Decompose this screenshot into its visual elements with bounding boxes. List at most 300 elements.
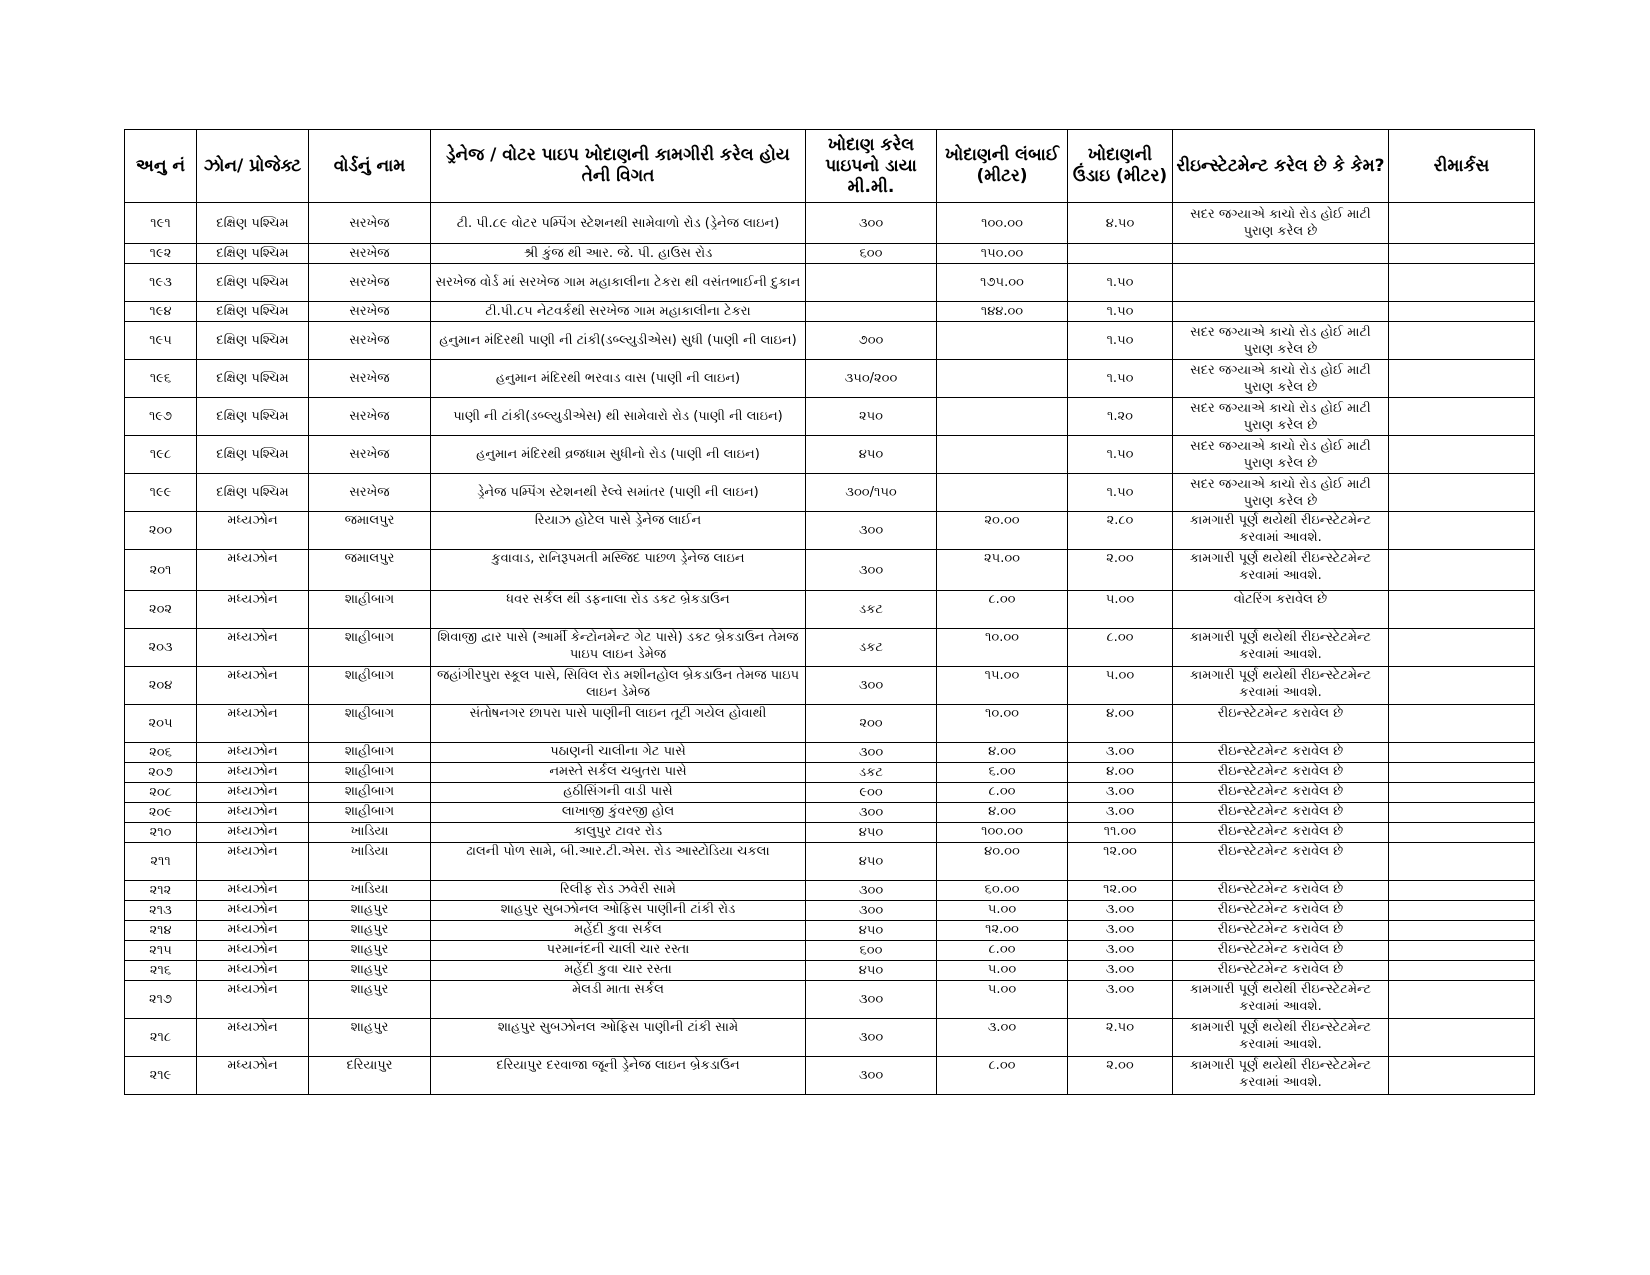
header-length: ખોદાણની લંબાઈ (મીટર) — [937, 130, 1068, 203]
cell-zone: મધ્યઝોન — [197, 512, 309, 550]
cell-serial-no: ૧૯૭ — [125, 398, 197, 436]
cell-reinstatement: વોટરિંગ કરાવેલ છે — [1173, 591, 1389, 629]
table-row — [125, 244, 1535, 264]
cell-work-detail: શાહપુર સુબઝોનલ ઓફિસ પાણીની ટાંકી રોડ — [431, 901, 806, 921]
cell-ward: સરખેજ — [309, 360, 431, 398]
cell-depth: ૨.૫૦ — [1068, 1019, 1173, 1057]
cell-depth: ૧.૨૦ — [1068, 398, 1173, 436]
cell-remarks — [1389, 244, 1535, 264]
cell-zone: મધ્યઝોન — [197, 550, 309, 591]
table-row — [125, 843, 1535, 881]
cell-depth: ૩.૦૦ — [1068, 981, 1173, 1019]
table-row — [125, 921, 1535, 941]
cell-depth: ૧૨.૦૦ — [1068, 843, 1173, 881]
cell-serial-no: ૧૯૨ — [125, 244, 197, 264]
cell-work-detail: પરમાનંદની ચાલી ચાર રસ્તા — [431, 941, 806, 961]
cell-pipe-diameter: ૩૦૦ — [806, 512, 937, 550]
cell-length: ૮.૦૦ — [937, 783, 1068, 803]
cell-pipe-diameter: ૨૦૦ — [806, 705, 937, 743]
cell-ward: દરિયાપુર — [309, 1057, 431, 1095]
table-row — [125, 591, 1535, 629]
cell-reinstatement — [1173, 244, 1389, 264]
cell-work-detail: જહાંગીરપુરા સ્કૂલ પાસે, સિવિલ રોડ મશીનહોલ બ્રેકડાઉન તેમજ પાઇપ લાઇન ડેમેજ — [431, 667, 806, 705]
cell-length — [937, 360, 1068, 398]
table-row — [125, 436, 1535, 474]
cell-reinstatement: રીઇન્સ્ટેટમેન્ટ કરાવેલ છે — [1173, 901, 1389, 921]
cell-depth: ૩.૦૦ — [1068, 743, 1173, 763]
cell-ward: સરખેજ — [309, 302, 431, 322]
cell-depth: ૩.૦૦ — [1068, 803, 1173, 823]
cell-serial-no: ૨૧૮ — [125, 1019, 197, 1057]
cell-ward: શાહીબાગ — [309, 667, 431, 705]
cell-ward: ખાડિયા — [309, 823, 431, 843]
cell-reinstatement: રીઇન્સ્ટેટમેન્ટ કરાવેલ છે — [1173, 803, 1389, 823]
cell-serial-no: ૧૯૩ — [125, 264, 197, 302]
cell-remarks — [1389, 783, 1535, 803]
cell-depth: ૪.૦૦ — [1068, 763, 1173, 783]
cell-depth: ૪.૦૦ — [1068, 705, 1173, 743]
cell-reinstatement: કામગારી પૂર્ણ થયેથી રીઇન્સ્ટેટમેન્ટ કરવામાં આવશે. — [1173, 629, 1389, 667]
table-row — [125, 763, 1535, 783]
cell-zone: મધ્યઝોન — [197, 667, 309, 705]
cell-reinstatement: કામગારી પૂર્ણ થયેથી રીઇન્સ્ટેટમેન્ટ કરવામાં આવશે. — [1173, 1057, 1389, 1095]
cell-length: ૧૦૦.૦૦ — [937, 823, 1068, 843]
table-row — [125, 743, 1535, 763]
cell-ward: શાહીબાગ — [309, 783, 431, 803]
cell-work-detail: મહેંદી કુવા સર્કલ — [431, 921, 806, 941]
cell-pipe-diameter: ડકટ — [806, 763, 937, 783]
cell-ward: શાહીબાગ — [309, 629, 431, 667]
cell-pipe-diameter: ૩૦૦ — [806, 550, 937, 591]
cell-serial-no: ૨૦૫ — [125, 705, 197, 743]
cell-depth: ૧.૫૦ — [1068, 302, 1173, 322]
table-row — [125, 264, 1535, 302]
cell-depth: ૨.૦૦ — [1068, 550, 1173, 591]
cell-reinstatement: રીઇન્સ્ટેટમેન્ટ કરાવેલ છે — [1173, 921, 1389, 941]
cell-depth: ૧.૫૦ — [1068, 474, 1173, 512]
cell-serial-no: ૧૯૪ — [125, 302, 197, 322]
cell-zone: મધ્યઝોન — [197, 881, 309, 901]
cell-reinstatement: કામગારી પૂર્ણ થયેથી રીઇન્સ્ટેટમેન્ટ કરવામાં આવશે. — [1173, 667, 1389, 705]
cell-remarks — [1389, 1057, 1535, 1095]
cell-pipe-diameter: ૩૦૦ — [806, 667, 937, 705]
table-row — [125, 512, 1535, 550]
cell-pipe-diameter: ડકટ — [806, 629, 937, 667]
cell-depth: ૩.૦૦ — [1068, 961, 1173, 981]
cell-pipe-diameter: ૨૫૦ — [806, 398, 937, 436]
cell-zone: દક્ષિણ પશ્ચિમ — [197, 474, 309, 512]
cell-serial-no: ૨૧૦ — [125, 823, 197, 843]
cell-work-detail: મહેંદી કુવા ચાર રસ્તા — [431, 961, 806, 981]
cell-pipe-diameter: ૪૫૦ — [806, 921, 937, 941]
cell-reinstatement: સદર જગ્યાએ કાચો રોડ હોઈ માટી પુરાણ કરેલ છે — [1173, 398, 1389, 436]
header-reinstatement: રીઇન્સ્ટેટમેન્ટ કરેલ છે કે કેમ? — [1173, 130, 1389, 203]
cell-depth — [1068, 244, 1173, 264]
cell-work-detail: હનુમાન મંદિરથી વ્રજધામ સુધીનો રોડ (પાણી ની લાઇન) — [431, 436, 806, 474]
cell-zone: મધ્યઝોન — [197, 843, 309, 881]
cell-remarks — [1389, 763, 1535, 783]
cell-length: ૨૫.૦૦ — [937, 550, 1068, 591]
cell-pipe-diameter: ૪૫૦ — [806, 436, 937, 474]
cell-pipe-diameter: ૩૦૦ — [806, 901, 937, 921]
cell-pipe-diameter: ડકટ — [806, 591, 937, 629]
cell-ward: શાહીબાગ — [309, 803, 431, 823]
cell-remarks — [1389, 843, 1535, 881]
cell-reinstatement: સદર જગ્યાએ કાચો રોડ હોઈ માટી પુરાણ કરેલ છે — [1173, 322, 1389, 360]
cell-work-detail: હઠીસિંગની વાડી પાસે — [431, 783, 806, 803]
cell-work-detail: શિવાજી દ્વાર પાસે (આર્મી કેન્ટોનમેન્ટ ગેટ પાસે) ડકટ બ્રેકડાઉન તેમજ પાઇપ લાઇન ડેમેજ — [431, 629, 806, 667]
cell-serial-no: ૨૧૧ — [125, 843, 197, 881]
cell-zone: મધ્યઝોન — [197, 961, 309, 981]
cell-work-detail: નમસ્તે સર્કલ ચબુતરા પાસે — [431, 763, 806, 783]
cell-pipe-diameter: ૪૫૦ — [806, 843, 937, 881]
cell-zone: દક્ષિણ પશ્ચિમ — [197, 203, 309, 244]
cell-serial-no: ૨૦૩ — [125, 629, 197, 667]
cell-depth: ૩.૦૦ — [1068, 921, 1173, 941]
cell-zone: દક્ષિણ પશ્ચિમ — [197, 244, 309, 264]
cell-ward: શાહપુર — [309, 941, 431, 961]
cell-length: ૧૦.૦૦ — [937, 705, 1068, 743]
cell-serial-no: ૨૦૭ — [125, 763, 197, 783]
cell-work-detail: ટી. પી.૮૯ વોટર પમ્પિંગ સ્ટેશનથી સામેવાળો રોડ (ડ્રેનેજ લાઇન) — [431, 203, 806, 244]
cell-remarks — [1389, 961, 1535, 981]
cell-ward: સરખેજ — [309, 474, 431, 512]
cell-pipe-diameter: ૬૦૦ — [806, 244, 937, 264]
cell-depth: ૧.૫૦ — [1068, 436, 1173, 474]
table-row — [125, 550, 1535, 591]
table-row — [125, 629, 1535, 667]
cell-reinstatement: સદર જગ્યાએ કાચો રોડ હોઈ માટી પુરાણ કરેલ છે — [1173, 436, 1389, 474]
cell-work-detail: હનુમાન મંદિરથી ભરવાડ વાસ (પાણી ની લાઇન) — [431, 360, 806, 398]
cell-ward: સરખેજ — [309, 244, 431, 264]
cell-remarks — [1389, 550, 1535, 591]
cell-remarks — [1389, 881, 1535, 901]
cell-ward: ખાડિયા — [309, 881, 431, 901]
cell-length: ૫.૦૦ — [937, 981, 1068, 1019]
cell-remarks — [1389, 823, 1535, 843]
cell-pipe-diameter: ૩૫૦/૨૦૦ — [806, 360, 937, 398]
cell-pipe-diameter: ૩૦૦ — [806, 981, 937, 1019]
table-row — [125, 961, 1535, 981]
table-body — [125, 203, 1535, 1095]
cell-work-detail: કાલુપુર ટાવર રોડ — [431, 823, 806, 843]
header-row — [125, 130, 1535, 203]
cell-ward: સરખેજ — [309, 322, 431, 360]
cell-work-detail: ડ્રેનેજ પમ્પિંગ સ્ટેશનથી રેલ્વે સમાંતર (પાણી ની લાઇન) — [431, 474, 806, 512]
table-row — [125, 783, 1535, 803]
cell-work-detail: પાણી ની ટાંકી(ડબ્લ્યુડીએસ) થી સામેવારો રોડ (પાણી ની લાઇન) — [431, 398, 806, 436]
cell-length: ૫.૦૦ — [937, 961, 1068, 981]
cell-ward: શાહીબાગ — [309, 763, 431, 783]
cell-ward: જમાલપુર — [309, 550, 431, 591]
table-row — [125, 823, 1535, 843]
cell-work-detail: કુવાવાડ, રાનિરૂપમતી મસ્જિદ પાછળ ડ્રેનેજ લાઇન — [431, 550, 806, 591]
cell-pipe-diameter: ૬૦૦ — [806, 941, 937, 961]
cell-zone: દક્ષિણ પશ્ચિમ — [197, 360, 309, 398]
cell-work-detail: મેલડી માતા સર્કલ — [431, 981, 806, 1019]
cell-remarks — [1389, 803, 1535, 823]
cell-serial-no: ૨૦૪ — [125, 667, 197, 705]
cell-depth: ૫.૦૦ — [1068, 591, 1173, 629]
cell-zone: મધ્યઝોન — [197, 1019, 309, 1057]
cell-reinstatement: રીઇન્સ્ટેટમેન્ટ કરાવેલ છે — [1173, 763, 1389, 783]
cell-serial-no: ૧૯૯ — [125, 474, 197, 512]
cell-ward: સરખેજ — [309, 264, 431, 302]
cell-serial-no: ૨૦૮ — [125, 783, 197, 803]
cell-pipe-diameter: ૩૦૦/૧૫૦ — [806, 474, 937, 512]
cell-serial-no: ૨૧૭ — [125, 981, 197, 1019]
cell-length: ૧૭૫.૦૦ — [937, 264, 1068, 302]
cell-ward: સરખેજ — [309, 436, 431, 474]
cell-serial-no: ૨૦૦ — [125, 512, 197, 550]
table-row — [125, 667, 1535, 705]
cell-zone: મધ્યઝોન — [197, 629, 309, 667]
cell-work-detail: લાખાજી કુંવરજી હોલ — [431, 803, 806, 823]
cell-work-detail: હનુમાન મંદિરથી પાણી ની ટાંકી(ડબ્લ્યુડીએસ) સુધી (પાણી ની લાઇન) — [431, 322, 806, 360]
cell-pipe-diameter: ૭૦૦ — [806, 322, 937, 360]
cell-reinstatement: સદર જગ્યાએ કાચો રોડ હોઈ માટી પુરાણ કરેલ છે — [1173, 203, 1389, 244]
cell-pipe-diameter — [806, 302, 937, 322]
cell-depth: ૧.૫૦ — [1068, 264, 1173, 302]
cell-pipe-diameter: ૩૦૦ — [806, 881, 937, 901]
cell-length: ૮.૦૦ — [937, 591, 1068, 629]
table-row — [125, 803, 1535, 823]
cell-ward: જમાલપુર — [309, 512, 431, 550]
table-row — [125, 360, 1535, 398]
cell-work-detail: ધવર સર્કલ થી ડફનાલા રોડ ડકટ બ્રેકડાઉન — [431, 591, 806, 629]
cell-ward: ખાડિયા — [309, 843, 431, 881]
cell-remarks — [1389, 436, 1535, 474]
table-row — [125, 398, 1535, 436]
cell-reinstatement: રીઇન્સ્ટેટમેન્ટ કરાવેલ છે — [1173, 743, 1389, 763]
cell-ward: સરખેજ — [309, 203, 431, 244]
header-pipe-diameter: ખોદાણ કરેલ પાઇપનો ડાયા મી.મી. — [806, 130, 937, 203]
header-work-detail: ડ્રેનેજ / વોટર પાઇપ ખોદાણની કામગીરી કરેલ હોય તેની વિગત — [431, 130, 806, 203]
cell-reinstatement — [1173, 302, 1389, 322]
cell-serial-no: ૨૦૬ — [125, 743, 197, 763]
cell-remarks — [1389, 941, 1535, 961]
cell-serial-no: ૧૯૫ — [125, 322, 197, 360]
cell-zone: મધ્યઝોન — [197, 591, 309, 629]
header-remarks: રીમાર્કસ — [1389, 130, 1535, 203]
table-row — [125, 1019, 1535, 1057]
cell-zone: મધ્યઝોન — [197, 763, 309, 783]
cell-zone: દક્ષિણ પશ્ચિમ — [197, 322, 309, 360]
table-row — [125, 302, 1535, 322]
cell-reinstatement: સદર જગ્યાએ કાચો રોડ હોઈ માટી પુરાણ કરેલ છે — [1173, 360, 1389, 398]
cell-reinstatement: રીઇન્સ્ટેટમેન્ટ કરાવેલ છે — [1173, 961, 1389, 981]
cell-remarks — [1389, 705, 1535, 743]
cell-length: ૧૦.૦૦ — [937, 629, 1068, 667]
cell-work-detail: પઠાણની ચાલીના ગેટ પાસે — [431, 743, 806, 763]
cell-ward: શાહપુર — [309, 1019, 431, 1057]
cell-serial-no: ૨૧૨ — [125, 881, 197, 901]
cell-remarks — [1389, 591, 1535, 629]
cell-remarks — [1389, 264, 1535, 302]
cell-length: ૪.૦૦ — [937, 743, 1068, 763]
cell-work-detail: ટી.પી.૮૫ નેટવર્કથી સરખેજ ગામ મહાકાલીના ટેકરા — [431, 302, 806, 322]
cell-length: ૨૦.૦૦ — [937, 512, 1068, 550]
cell-serial-no: ૨૦૯ — [125, 803, 197, 823]
cell-depth: ૪.૫૦ — [1068, 203, 1173, 244]
cell-work-detail: શાહપુર સુબઝોનલ ઓફિસ પાણીની ટાંકી સામે — [431, 1019, 806, 1057]
cell-work-detail: શ્રી કુંજ થી આર. જે. પી. હાઉસ રોડ — [431, 244, 806, 264]
cell-remarks — [1389, 629, 1535, 667]
cell-length: ૬૦.૦૦ — [937, 881, 1068, 901]
cell-zone: મધ્યઝોન — [197, 705, 309, 743]
table-row — [125, 1057, 1535, 1095]
cell-reinstatement: કામગારી પૂર્ણ થયેથી રીઇન્સ્ટેટમેન્ટ કરવામાં આવશે. — [1173, 512, 1389, 550]
cell-reinstatement: સદર જગ્યાએ કાચો રોડ હોઈ માટી પુરાણ કરેલ છે — [1173, 474, 1389, 512]
cell-remarks — [1389, 667, 1535, 705]
cell-zone: દક્ષિણ પશ્ચિમ — [197, 398, 309, 436]
cell-zone: દક્ષિણ પશ્ચિમ — [197, 264, 309, 302]
cell-depth: ૫.૦૦ — [1068, 667, 1173, 705]
cell-work-detail: રિયાઝ હોટેલ પાસે ડ્રેનેજ લાઈન — [431, 512, 806, 550]
cell-serial-no: ૨૧૫ — [125, 941, 197, 961]
cell-serial-no: ૨૧૪ — [125, 921, 197, 941]
cell-length: ૬.૦૦ — [937, 763, 1068, 783]
cell-ward: સરખેજ — [309, 398, 431, 436]
cell-pipe-diameter: ૩૦૦ — [806, 803, 937, 823]
cell-length — [937, 322, 1068, 360]
cell-reinstatement: રીઇન્સ્ટેટમેન્ટ કરાવેલ છે — [1173, 705, 1389, 743]
cell-depth: ૧.૫૦ — [1068, 322, 1173, 360]
cell-reinstatement: રીઇન્સ્ટેટમેન્ટ કરાવેલ છે — [1173, 941, 1389, 961]
cell-length: ૧૦૦.૦૦ — [937, 203, 1068, 244]
cell-depth: ૨.૮૦ — [1068, 512, 1173, 550]
cell-remarks — [1389, 302, 1535, 322]
excavation-table — [124, 129, 1535, 1095]
cell-length: ૮.૦૦ — [937, 1057, 1068, 1095]
cell-reinstatement: રીઇન્સ્ટેટમેન્ટ કરાવેલ છે — [1173, 843, 1389, 881]
cell-zone: દક્ષિણ પશ્ચિમ — [197, 436, 309, 474]
cell-ward: શાહીબાગ — [309, 705, 431, 743]
cell-serial-no: ૧૯૬ — [125, 360, 197, 398]
cell-pipe-diameter: ૩૦૦ — [806, 1057, 937, 1095]
cell-ward: શાહીબાગ — [309, 591, 431, 629]
cell-pipe-diameter: ૩૦૦ — [806, 743, 937, 763]
cell-remarks — [1389, 743, 1535, 763]
cell-remarks — [1389, 474, 1535, 512]
cell-pipe-diameter: ૩૦૦ — [806, 203, 937, 244]
cell-zone: મધ્યઝોન — [197, 823, 309, 843]
cell-pipe-diameter: ૯૦૦ — [806, 783, 937, 803]
cell-length — [937, 474, 1068, 512]
cell-serial-no: ૨૦૨ — [125, 591, 197, 629]
cell-remarks — [1389, 921, 1535, 941]
cell-serial-no: ૧૯૧ — [125, 203, 197, 244]
table-row — [125, 981, 1535, 1019]
table-row — [125, 881, 1535, 901]
cell-work-detail: સંતોષનગર છાપરા પાસે પાણીની લાઇન તૂટી ગયેલ હોવાથી — [431, 705, 806, 743]
cell-work-detail: સરખેજ વોર્ડ માં સરખેજ ગામ મહાકાલીના ટેકરા થી વસંતભાઈની દુકાન — [431, 264, 806, 302]
table-row — [125, 901, 1535, 921]
table-row — [125, 203, 1535, 244]
cell-serial-no: ૨૧૬ — [125, 961, 197, 981]
cell-work-detail: દરિયાપુર દરવાજા જૂની ડ્રેનેજ લાઇન બ્રેકડાઉન — [431, 1057, 806, 1095]
cell-length — [937, 398, 1068, 436]
cell-remarks — [1389, 981, 1535, 1019]
cell-zone: દક્ષિણ પશ્ચિમ — [197, 302, 309, 322]
cell-ward: શાહપુર — [309, 901, 431, 921]
cell-serial-no: ૨૧૯ — [125, 1057, 197, 1095]
cell-length: ૩.૦૦ — [937, 1019, 1068, 1057]
cell-depth: ૧૨.૦૦ — [1068, 881, 1173, 901]
cell-ward: શાહપુર — [309, 981, 431, 1019]
table-row — [125, 705, 1535, 743]
cell-remarks — [1389, 901, 1535, 921]
cell-length: ૮.૦૦ — [937, 941, 1068, 961]
cell-length — [937, 436, 1068, 474]
cell-zone: મધ્યઝોન — [197, 901, 309, 921]
cell-length: ૪૦.૦૦ — [937, 843, 1068, 881]
cell-ward: શાહીબાગ — [309, 743, 431, 763]
table-row — [125, 474, 1535, 512]
cell-zone: મધ્યઝોન — [197, 1057, 309, 1095]
cell-zone: મધ્યઝોન — [197, 941, 309, 961]
cell-zone: મધ્યઝોન — [197, 981, 309, 1019]
cell-zone: મધ્યઝોન — [197, 921, 309, 941]
cell-depth: ૧૧.૦૦ — [1068, 823, 1173, 843]
cell-zone: મધ્યઝોન — [197, 743, 309, 763]
cell-reinstatement — [1173, 264, 1389, 302]
cell-depth: ૨.૦૦ — [1068, 1057, 1173, 1095]
header-zone: ઝોન/ પ્રોજેક્ટ — [197, 130, 309, 203]
cell-reinstatement: રીઇન્સ્ટેટમેન્ટ કરાવેલ છે — [1173, 783, 1389, 803]
cell-reinstatement: કામગારી પૂર્ણ થયેથી રીઇન્સ્ટેટમેન્ટ કરવામાં આવશે. — [1173, 1019, 1389, 1057]
cell-work-detail: રિલીફ રોડ ઝવેરી સામે — [431, 881, 806, 901]
cell-zone: મધ્યઝોન — [197, 803, 309, 823]
cell-length: ૪.૦૦ — [937, 803, 1068, 823]
cell-pipe-diameter: ૪૫૦ — [806, 961, 937, 981]
cell-pipe-diameter — [806, 264, 937, 302]
cell-depth: ૩.૦૦ — [1068, 941, 1173, 961]
cell-pipe-diameter: ૩૦૦ — [806, 1019, 937, 1057]
cell-remarks — [1389, 322, 1535, 360]
header-depth: ખોદાણની ઉંડાઇ (મીટર) — [1068, 130, 1173, 203]
header-serial-no: અનુ નં — [125, 130, 197, 203]
cell-serial-no: ૧૯૮ — [125, 436, 197, 474]
cell-serial-no: ૨૦૧ — [125, 550, 197, 591]
cell-length: ૧૨.૦૦ — [937, 921, 1068, 941]
cell-length: ૫.૦૦ — [937, 901, 1068, 921]
cell-remarks — [1389, 398, 1535, 436]
cell-remarks — [1389, 203, 1535, 244]
cell-reinstatement: કામગારી પૂર્ણ થયેથી રીઇન્સ્ટેટમેન્ટ કરવામાં આવશે. — [1173, 550, 1389, 591]
cell-depth: ૧.૫૦ — [1068, 360, 1173, 398]
header-ward: વોર્ડનું નામ — [309, 130, 431, 203]
cell-reinstatement: રીઇન્સ્ટેટમેન્ટ કરાવેલ છે — [1173, 881, 1389, 901]
table-row — [125, 941, 1535, 961]
cell-pipe-diameter: ૪૫૦ — [806, 823, 937, 843]
cell-depth: ૮.૦૦ — [1068, 629, 1173, 667]
cell-ward: શાહપુર — [309, 961, 431, 981]
cell-work-detail: ઢાલની પોળ સામે, બી.આર.ટી.એસ. રોડ આસ્ટોડિયા ચકલા — [431, 843, 806, 881]
cell-length: ૧૫.૦૦ — [937, 667, 1068, 705]
cell-length: ૧૫૦.૦૦ — [937, 244, 1068, 264]
cell-depth: ૩.૦૦ — [1068, 783, 1173, 803]
cell-ward: શાહપુર — [309, 921, 431, 941]
cell-depth: ૩.૦૦ — [1068, 901, 1173, 921]
table-row — [125, 322, 1535, 360]
cell-reinstatement: કામગારી પૂર્ણ થયેથી રીઇન્સ્ટેટમેન્ટ કરવામાં આવશે. — [1173, 981, 1389, 1019]
cell-remarks — [1389, 360, 1535, 398]
cell-length: ૧૪૪.૦૦ — [937, 302, 1068, 322]
cell-remarks — [1389, 512, 1535, 550]
cell-reinstatement: રીઇન્સ્ટેટમેન્ટ કરાવેલ છે — [1173, 823, 1389, 843]
cell-serial-no: ૨૧૩ — [125, 901, 197, 921]
